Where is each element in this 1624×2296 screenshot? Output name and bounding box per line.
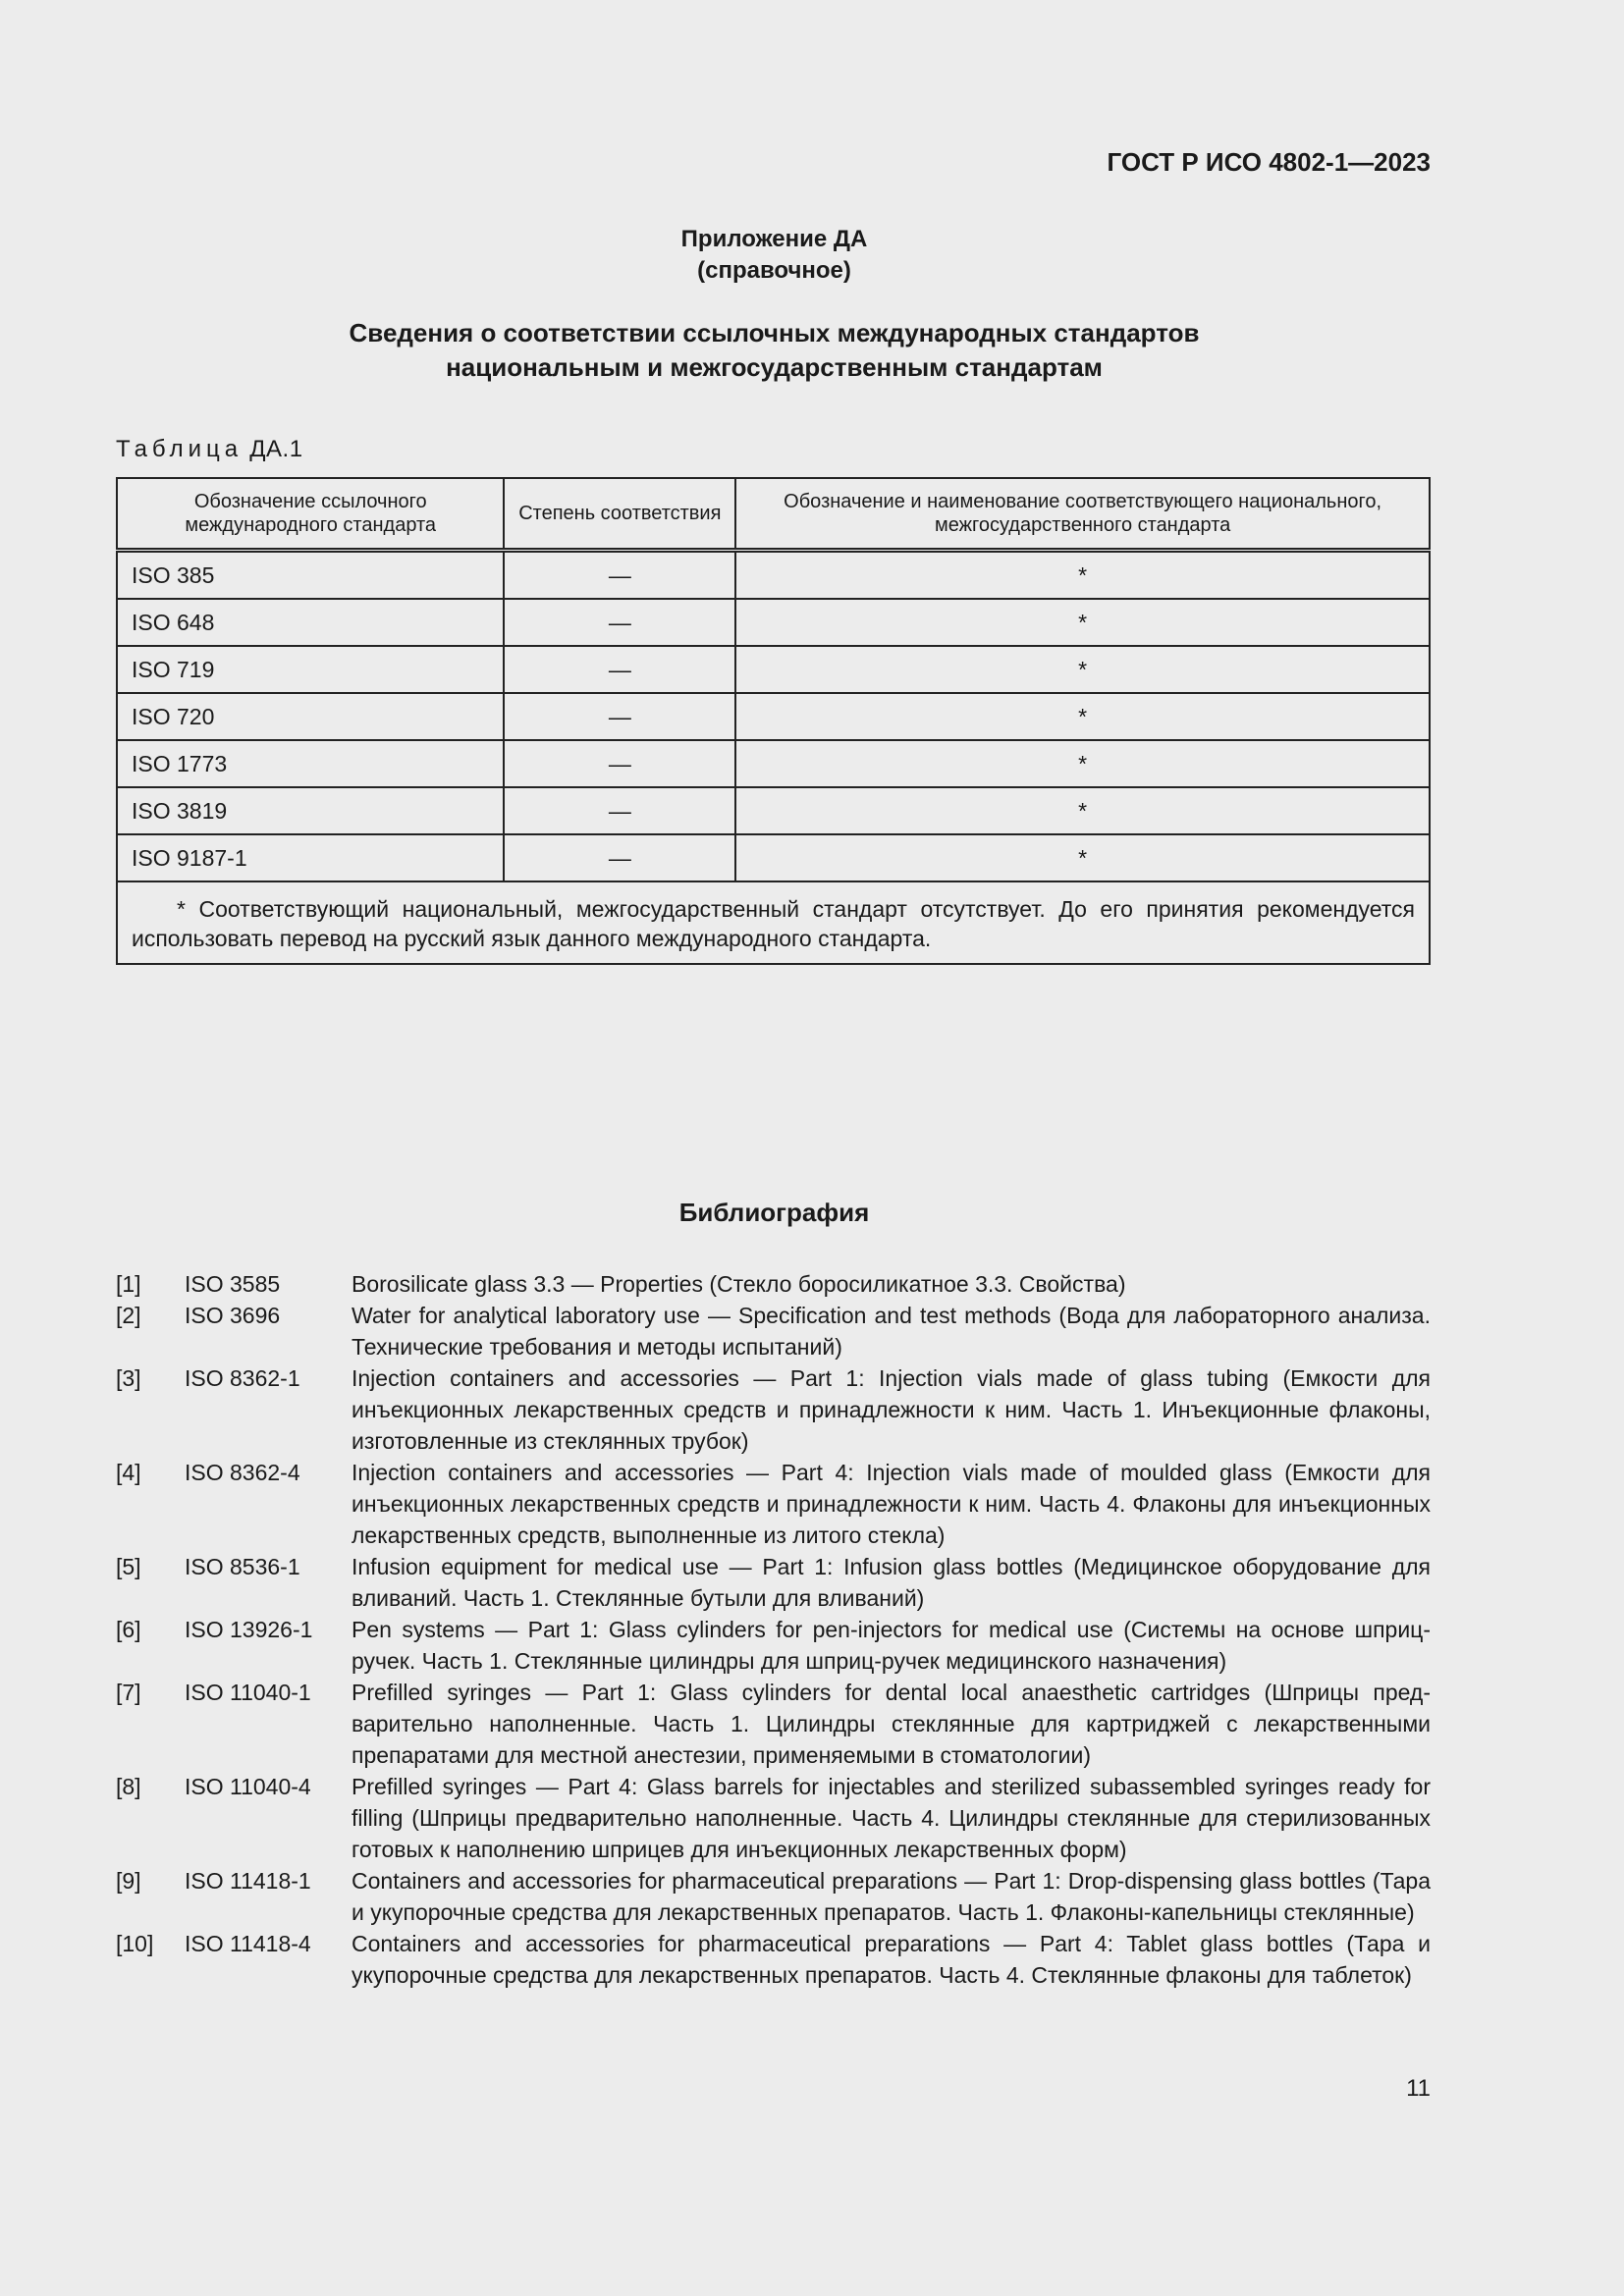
- bib-standard-code: ISO 11418-1: [185, 1868, 311, 1894]
- bib-description: Containers and accessories for pharmaceutical preparations — Part 1: Drop-dispensing glass bottles (Тара и укупорочные средства для лекарственных препаратов. Часть 1. Флаконы-капельницы стеклянные): [352, 1868, 1431, 1925]
- bibliography-item: [116, 1268, 1431, 1300]
- cell-degree: —: [504, 646, 735, 693]
- cell-degree: —: [504, 551, 735, 600]
- bib-standard-code: ISO 11418-4: [185, 1931, 311, 1956]
- annex-title-line-1: Сведения о соответствии ссылочных международных стандартов: [349, 318, 1200, 347]
- bib-standard-code: ISO 11040-4: [185, 1774, 311, 1799]
- table-header-row: [117, 478, 1430, 551]
- cell-standard: ISO 1773: [117, 740, 504, 787]
- table-footnote: [117, 881, 1430, 964]
- table-row: [117, 599, 1430, 646]
- document-designation: ГОСТ Р ИСО 4802-1—2023: [1107, 147, 1431, 177]
- bib-standard-code: ISO 8362-1: [185, 1365, 300, 1391]
- bibliography-item: [116, 1457, 1431, 1551]
- bib-description: Pen systems — Part 1: Glass cylinders for pen-injectors for medical use (Системы на основе шприц-ручек. Часть 1. Стеклянные цилиндры для шприц-ручек медицинского назначения): [352, 1617, 1431, 1674]
- table-label: [116, 436, 303, 463]
- bib-number: [4]: [116, 1460, 141, 1485]
- cell-standard: ISO 385: [117, 551, 504, 600]
- bibliography-item: [116, 1771, 1431, 1865]
- annex-label: Приложение ДА: [680, 226, 868, 252]
- table-row: [117, 646, 1430, 693]
- bibliography-item: [116, 1614, 1431, 1677]
- annex-heading: [118, 224, 1431, 287]
- cell-standard: ISO 3819: [117, 787, 504, 834]
- cell-national: *: [735, 599, 1430, 646]
- bib-number: [3]: [116, 1365, 141, 1391]
- table-row: [117, 834, 1430, 881]
- table-row: [117, 551, 1430, 600]
- bibliography-item: [116, 1551, 1431, 1614]
- bib-number: [8]: [116, 1774, 141, 1799]
- bibliography-item: [116, 1362, 1431, 1457]
- table-footnote-text: * Соответствующий национальный, межгосударственный стандарт отсутствует. До его принятия рекомендуется использовать перевод на русский язык данного международного стандарта.: [132, 896, 1415, 951]
- cell-standard: ISO 720: [117, 693, 504, 740]
- bibliography-item: [116, 1677, 1431, 1771]
- bibliography-item: [116, 1300, 1431, 1362]
- bib-number: [5]: [116, 1554, 141, 1579]
- annex-title: [196, 316, 1352, 385]
- cell-standard: ISO 9187-1: [117, 834, 504, 881]
- bib-number: [2]: [116, 1303, 141, 1328]
- bib-number: [9]: [116, 1868, 141, 1894]
- bibliography-title: Библиография: [678, 1198, 870, 1227]
- cell-national: *: [735, 740, 1430, 787]
- cell-degree: —: [504, 787, 735, 834]
- bib-description: Injection containers and accessories — Part 4: Injection vials made of moulded glass (Емкости для инъекционных лекарственных средств и принадлежности к ним. Часть 4. Флаконы для инъекционных лекарственных средств, выполненные из литого стекла): [352, 1460, 1431, 1548]
- bib-standard-code: ISO 8362-4: [185, 1460, 300, 1485]
- cell-national: *: [735, 787, 1430, 834]
- bibliography-item: [116, 1928, 1431, 1991]
- header-international-standard: Обозначение ссылочного международного стандарта: [117, 478, 504, 551]
- bib-number: [1]: [116, 1271, 141, 1297]
- cell-degree: —: [504, 693, 735, 740]
- header-degree-of-conformity: Степень соответствия: [504, 478, 735, 551]
- bib-description: Water for analytical laboratory use — Specification and test methods (Вода для лабораторного анализа. Технические требования и методы испытаний): [352, 1303, 1431, 1360]
- table-label-number: ДА.1: [249, 436, 303, 462]
- standards-table: [116, 477, 1431, 965]
- page-number: 11: [1406, 2075, 1431, 2102]
- bib-description: Borosilicate glass 3.3 — Properties (Стекло боросиликатное 3.3. Свойства): [352, 1271, 1126, 1297]
- annex-title-line-2: национальным и межгосударственным стандартам: [446, 352, 1103, 382]
- cell-national: *: [735, 551, 1430, 600]
- cell-national: *: [735, 834, 1430, 881]
- bib-number: [10]: [116, 1931, 154, 1956]
- bib-description: Containers and accessories for pharmaceutical preparations — Part 4: Tablet glass bottles (Тара и укупорочные средства для лекарственных препаратов. Часть 4. Стеклянные флаконы для таблеток): [352, 1931, 1431, 1988]
- bib-standard-code: ISO 13926-1: [185, 1617, 313, 1642]
- header-national-standard: Обозначение и наименование соответствующего национального, межгосударственного стандарта: [735, 478, 1430, 551]
- table-note-row: [117, 881, 1430, 964]
- bib-standard-code: ISO 8536-1: [185, 1554, 300, 1579]
- table-label-word: Таблица: [116, 436, 244, 462]
- bib-number: [7]: [116, 1680, 141, 1705]
- table-row: [117, 740, 1430, 787]
- bibliography-list: [116, 1268, 1431, 1991]
- bib-description: Prefilled syringes — Part 4: Glass barrels for injectables and sterilized subassembled syringes ready for filling (Шприцы предварительно наполненные. Часть 4. Цилиндры стеклянные для стерилизованных готовых к наполнению шприцев для инъекционных лекарственных форм): [352, 1774, 1431, 1862]
- bib-number: [6]: [116, 1617, 141, 1642]
- bib-standard-code: ISO 11040-1: [185, 1680, 311, 1705]
- bib-description: Prefilled syringes — Part 1: Glass cylinders for dental local anaesthetic cartridges (Шприцы предварительно наполненные. Часть 1. Цилиндры стеклянные для картриджей с лекарственными препаратами для местной анестезии, применяемыми в стоматологии): [352, 1680, 1431, 1768]
- bib-description: Infusion equipment for medical use — Part 1: Infusion glass bottles (Медицинское оборудование для вливаний. Часть 1. Стеклянные бутыли для вливаний): [352, 1554, 1431, 1611]
- cell-degree: —: [504, 834, 735, 881]
- cell-standard: ISO 648: [117, 599, 504, 646]
- bibliography-item: [116, 1865, 1431, 1928]
- cell-degree: —: [504, 740, 735, 787]
- bib-standard-code: ISO 3585: [185, 1271, 281, 1297]
- cell-degree: —: [504, 599, 735, 646]
- cell-national: *: [735, 646, 1430, 693]
- table-row: [117, 693, 1430, 740]
- cell-standard: ISO 719: [117, 646, 504, 693]
- bib-standard-code: ISO 3696: [185, 1303, 281, 1328]
- cell-national: *: [735, 693, 1430, 740]
- annex-type: (справочное): [697, 257, 851, 284]
- table-row: [117, 787, 1430, 834]
- bib-description: Injection containers and accessories — Part 1: Injection vials made of glass tubing (Емкости для инъекционных лекарственных средств и принадлежности к ним. Часть 1. Инъекционные флаконы, изготовленные из стеклянных трубок): [352, 1365, 1431, 1454]
